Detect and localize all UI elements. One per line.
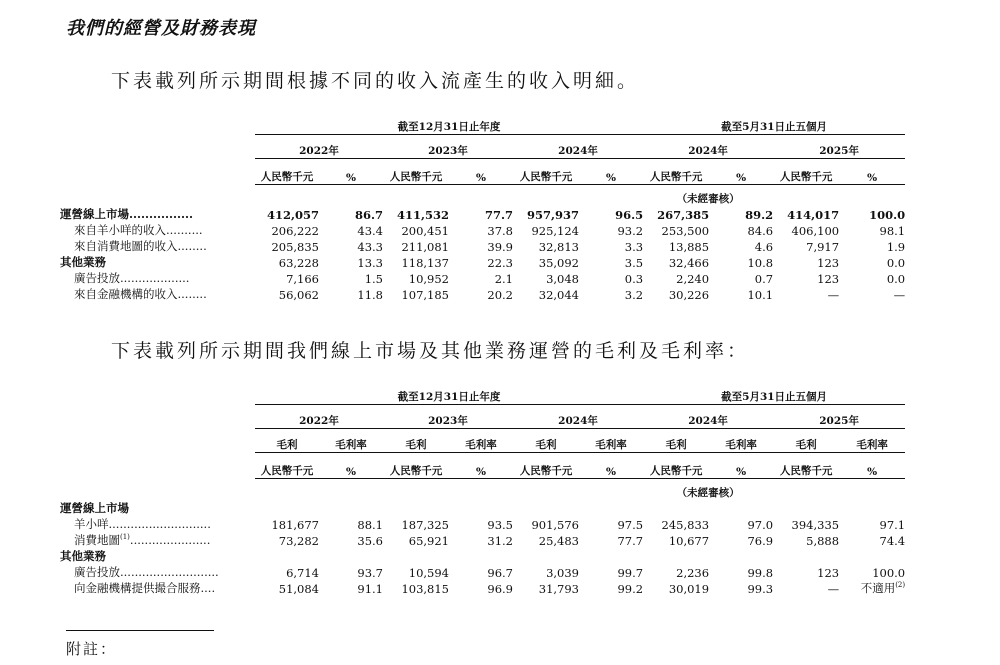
year-header: 2024年 <box>643 404 773 428</box>
margin-header: 毛利率 <box>839 428 905 452</box>
amount-cell <box>513 500 579 516</box>
amount-cell <box>773 500 839 516</box>
pct-cell: 43.4 <box>357 224 383 238</box>
unaudited-label: （未經審核） <box>676 193 740 205</box>
amount-cell: 30,019 <box>668 582 710 596</box>
amount-cell: 10,677 <box>668 534 710 548</box>
unit-header: 人民幣千元 <box>643 158 709 184</box>
pct-cell <box>709 500 773 516</box>
table-row <box>60 254 905 270</box>
pct-cell: 35.6 <box>357 534 383 548</box>
pct-cell: 91.1 <box>357 582 383 596</box>
row-label: 其他業務 <box>60 255 106 269</box>
revenue-intro: 下表載列所示期間根據不同的收入流產生的收入明細。 <box>111 70 640 92</box>
pct-cell: 86.7 <box>354 208 383 222</box>
pct-cell: 3.5 <box>624 256 644 270</box>
row-label: 運營線上市場 <box>60 501 129 515</box>
pct-cell: 99.7 <box>617 566 644 580</box>
row-label: 來自金融機構的收入........ <box>74 287 207 301</box>
fy-period-header: 截至12月31日止年度 <box>255 112 643 134</box>
amount-cell: 51,084 <box>278 582 319 596</box>
ytd-period-header: 截至5月31日止五個月 <box>643 384 905 404</box>
pct-cell: 77.7 <box>484 208 513 222</box>
amount-cell: 103,815 <box>401 582 449 596</box>
year-header: 2025年 <box>773 134 905 158</box>
pct-cell: 89.2 <box>745 208 774 222</box>
pct-cell: 3.2 <box>624 288 644 302</box>
pct-cell <box>319 548 383 564</box>
pct-cell <box>449 500 513 516</box>
gp-header: 毛利 <box>643 428 709 452</box>
margin-header: 毛利率 <box>449 428 513 452</box>
unit-header: % <box>449 158 513 184</box>
amount-cell: 10,952 <box>408 272 449 286</box>
table-row <box>60 564 905 580</box>
amount-cell <box>643 548 709 564</box>
pct-cell <box>579 548 643 564</box>
row-label: 向金融機構提供撮合服務.... <box>74 581 216 595</box>
amount-cell: 7,917 <box>806 240 840 254</box>
amount-cell <box>255 500 319 516</box>
amount-cell: 13,885 <box>668 240 710 254</box>
pct-cell: 88.1 <box>357 518 383 532</box>
pct-cell: 39.9 <box>487 240 513 254</box>
pct-cell: 93.5 <box>487 518 513 532</box>
amount-cell <box>513 548 579 564</box>
unit-header: 人民幣千元 <box>513 452 579 478</box>
amount-cell: 73,282 <box>278 534 319 548</box>
fy-period-header: 截至12月31日止年度 <box>255 384 643 404</box>
pct-cell <box>839 548 905 564</box>
unit-header: % <box>709 452 773 478</box>
year-header: 2025年 <box>773 404 905 428</box>
amount-cell: 957,937 <box>526 208 579 222</box>
amount-cell: 206,222 <box>271 224 319 238</box>
unit-header: 人民幣千元 <box>255 452 319 478</box>
gross-profit-intro: 下表載列所示期間我們線上市場及其他業務運營的毛利及毛利率： <box>111 340 750 362</box>
pct-cell: 76.9 <box>747 534 774 548</box>
amount-cell: 32,813 <box>538 240 579 254</box>
amount-cell: 245,833 <box>661 518 710 532</box>
unit-header: % <box>709 158 773 184</box>
amount-cell: 32,044 <box>538 288 579 302</box>
pct-cell: 0.3 <box>624 272 644 286</box>
row-label: 來自羊小咩的收入.......... <box>74 223 203 237</box>
year-header: 2023年 <box>383 134 513 158</box>
amount-cell: 267,385 <box>657 208 710 222</box>
pct-cell: 4.6 <box>754 240 774 254</box>
amount-cell: 123 <box>817 272 840 286</box>
amount-cell: 187,325 <box>401 518 449 532</box>
table-row <box>60 516 905 532</box>
pct-cell: 100.0 <box>872 566 906 580</box>
year-header: 2023年 <box>383 404 513 428</box>
pct-cell: 0.7 <box>754 272 774 286</box>
unit-header: % <box>319 158 383 184</box>
amount-cell: 30,226 <box>668 288 710 302</box>
table-row <box>60 206 905 222</box>
row-label: 廣告投放........................... <box>74 565 219 579</box>
amount-cell: 925,124 <box>531 224 579 238</box>
unit-header: 人民幣千元 <box>773 452 839 478</box>
unit-header: 人民幣千元 <box>383 158 449 184</box>
amount-cell <box>255 548 319 564</box>
pct-cell: 1.9 <box>886 240 906 254</box>
pct-cell: 10.8 <box>747 256 774 270</box>
pct-cell: 96.9 <box>487 582 513 596</box>
pct-cell <box>449 548 513 564</box>
amount-cell: — <box>827 288 840 302</box>
amount-cell: 205,835 <box>271 240 319 254</box>
pct-cell: 10.1 <box>747 288 774 302</box>
unit-header: 人民幣千元 <box>255 158 319 184</box>
pct-cell: 93.2 <box>617 224 644 238</box>
footnote-ref: (2) <box>895 581 906 590</box>
pct-cell <box>839 500 905 516</box>
pct-cell: 77.7 <box>617 534 644 548</box>
amount-cell: 406,100 <box>791 224 840 238</box>
year-header: 2022年 <box>255 134 383 158</box>
amount-cell <box>643 500 709 516</box>
amount-cell: — <box>827 582 840 596</box>
amount-cell: 118,137 <box>401 256 449 270</box>
amount-cell <box>773 548 839 564</box>
pct-cell: 96.7 <box>487 566 513 580</box>
table-row <box>60 580 905 596</box>
pct-cell: 13.3 <box>357 256 383 270</box>
margin-header: 毛利率 <box>709 428 773 452</box>
gp-header: 毛利 <box>383 428 449 452</box>
pct-cell: — <box>893 288 906 302</box>
amount-cell: 7,166 <box>286 272 319 286</box>
pct-cell <box>709 548 773 564</box>
pct-cell: 43.3 <box>357 240 383 254</box>
footnote-ref: (1) <box>120 533 130 542</box>
amount-cell: 3,048 <box>546 272 579 286</box>
amount-cell: 10,594 <box>408 566 449 580</box>
unit-header: 人民幣千元 <box>513 158 579 184</box>
pct-cell: 93.7 <box>357 566 383 580</box>
amount-cell: 2,236 <box>676 566 710 580</box>
section-title: 我們的經營及財務表現 <box>66 18 256 39</box>
pct-cell: 97.5 <box>617 518 644 532</box>
pct-cell: 74.4 <box>879 534 906 548</box>
amount-cell: 123 <box>817 566 840 580</box>
amount-cell <box>383 500 449 516</box>
pct-cell: 2.1 <box>494 272 513 286</box>
amount-cell: 32,466 <box>668 256 710 270</box>
pct-cell: 97.1 <box>879 518 906 532</box>
table-row <box>60 500 905 516</box>
table-row <box>60 532 905 548</box>
unit-header: % <box>319 452 383 478</box>
gp-header: 毛利 <box>255 428 319 452</box>
pct-cell: 99.3 <box>747 582 774 596</box>
amount-cell: 901,576 <box>531 518 579 532</box>
unit-header: % <box>839 158 905 184</box>
pct-cell: 22.3 <box>487 256 513 270</box>
table-row <box>60 270 905 286</box>
unit-header: % <box>579 452 643 478</box>
row-label: 羊小咩............................ <box>74 517 211 531</box>
amount-cell: 412,057 <box>266 208 319 222</box>
pct-cell: 37.8 <box>487 224 513 238</box>
gp-header: 毛利 <box>513 428 579 452</box>
row-label: 廣告投放................... <box>74 271 190 285</box>
year-header: 2024年 <box>513 404 643 428</box>
margin-header: 毛利率 <box>319 428 383 452</box>
year-header: 2024年 <box>513 134 643 158</box>
pct-cell: 3.3 <box>624 240 644 254</box>
amount-cell: 35,092 <box>538 256 579 270</box>
table-row <box>60 238 905 254</box>
pct-cell <box>579 500 643 516</box>
unit-header: 人民幣千元 <box>643 452 709 478</box>
ytd-period-header: 截至5月31日止五個月 <box>643 112 905 134</box>
amount-cell: 394,335 <box>791 518 840 532</box>
pct-cell: 0.0 <box>886 272 906 286</box>
table-row <box>60 548 905 564</box>
amount-cell: 123 <box>817 256 840 270</box>
amount-cell: 414,017 <box>787 208 840 222</box>
amount-cell: 63,228 <box>278 256 319 270</box>
row-label: 來自消費地圖的收入........ <box>74 239 207 253</box>
pct-cell: 99.2 <box>617 582 644 596</box>
row-label: 運營線上市場................ <box>60 207 194 221</box>
amount-cell: 65,921 <box>408 534 449 548</box>
unit-header: % <box>839 452 905 478</box>
pct-cell: 0.0 <box>886 256 906 270</box>
amount-cell: 200,451 <box>401 224 449 238</box>
pct-cell: 98.1 <box>879 224 906 238</box>
pct-cell: 20.2 <box>487 288 513 302</box>
pct-cell: 84.6 <box>747 224 774 238</box>
pct-cell: 11.8 <box>357 288 383 302</box>
unit-header: % <box>449 452 513 478</box>
amount-cell: 5,888 <box>806 534 840 548</box>
row-label: 消費地圖$^{(1)}$...................... <box>74 533 211 547</box>
amount-cell: 411,532 <box>396 208 449 222</box>
pct-cell <box>319 500 383 516</box>
amount-cell: 25,483 <box>538 534 579 548</box>
note-divider <box>66 630 214 631</box>
unit-header: 人民幣千元 <box>773 158 839 184</box>
pct-cell: 96.5 <box>615 208 644 222</box>
revenue-table <box>60 112 905 302</box>
amount-cell: 253,500 <box>661 224 710 238</box>
unit-header: 人民幣千元 <box>383 452 449 478</box>
pct-cell: 不適用$^{(2)}$ <box>860 581 906 595</box>
amount-cell: 181,677 <box>271 518 319 532</box>
table-row <box>60 222 905 238</box>
gp-header: 毛利 <box>773 428 839 452</box>
gross-profit-table <box>60 384 905 596</box>
amount-cell: 3,039 <box>546 566 579 580</box>
pct-cell: 99.8 <box>747 566 774 580</box>
pct-cell: 100.0 <box>869 208 906 222</box>
pct-cell: 31.2 <box>487 534 513 548</box>
row-label: 其他業務 <box>60 549 106 563</box>
amount-cell: 56,062 <box>278 288 319 302</box>
note-label: 附註： <box>66 640 118 658</box>
amount-cell: 31,793 <box>538 582 579 596</box>
amount-cell <box>383 548 449 564</box>
unit-header: % <box>579 158 643 184</box>
pct-cell: 1.5 <box>364 272 383 286</box>
amount-cell: 2,240 <box>676 272 710 286</box>
amount-cell: 107,185 <box>401 288 449 302</box>
unaudited-label: （未經審核） <box>676 487 740 499</box>
pct-cell: 97.0 <box>747 518 774 532</box>
margin-header: 毛利率 <box>579 428 643 452</box>
amount-cell: 6,714 <box>286 566 319 580</box>
year-header: 2024年 <box>643 134 773 158</box>
year-header: 2022年 <box>255 404 383 428</box>
table-row <box>60 286 905 302</box>
amount-cell: 211,081 <box>401 240 449 254</box>
